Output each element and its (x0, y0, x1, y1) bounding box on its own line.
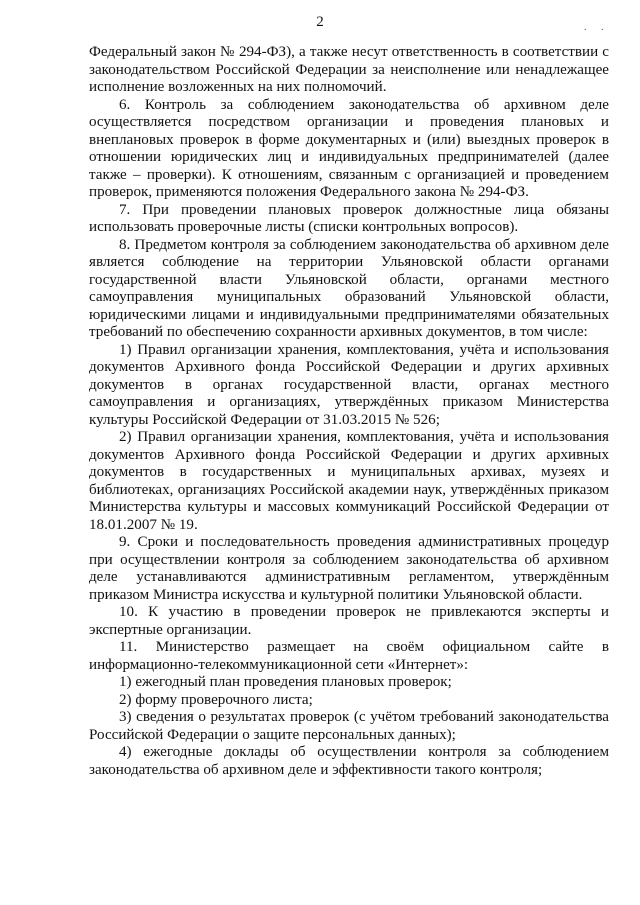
paragraph-8-item-1: 1) Правил организации хранения, комплектования, учёта и использования документов Архивного фонда Российской Федерации и других архивных документов в органах государственной власти, органах местного самоуправления и организациях, утверждённых приказом Министерства культуры Российской Федерации от 31.03.2015 № 526; (89, 341, 609, 428)
paragraph-10: 10. К участию в проведении проверок не привлекаются эксперты и экспертные организации. (89, 604, 609, 638)
paragraph-7: 7. При проведении плановых проверок должностные лица обязаны использовать проверочные листы (списки контрольных вопросов). (89, 201, 609, 235)
paragraph-11-item-4: 4) ежегодные доклады об осуществлении контроля за соблюдением законодательства об архивном деле и эффективности такого контроля; (89, 744, 609, 778)
paragraph-11-item-3: 3) сведения о результатах проверок (с учётом требований законодательства Российской Федерации о защите персональных данных); (89, 709, 609, 743)
paragraph-8-item-2: 2) Правил организации хранения, комплектования, учёта и использования документов Архивного фонда Российской Федерации и других архивных документов в государственных и муниципальных архивах, музеях и библиотеках, организациях Российской академии наук, утверждённых приказом Министерства культуры и массовых коммуникаций Российской Федерации от 18.01.2007 № 19. (89, 429, 609, 533)
document-body (89, 44, 609, 779)
paragraph-6: 6. Контроль за соблюдением законодательства об архивном деле осуществляется посредством организации и проведения плановых и внеплановых проверок в форме документарных и (или) выездных проверок в отношении юридических лиц и индивидуальных предпринимателей (далее также – проверки). К отношениям, связанным с организацией и проведением проверок, применяются положения Федерального закона № 294-ФЗ. (89, 96, 609, 200)
paragraph-continuation: Федеральный закон № 294-ФЗ), а также несут ответственность в соответствии с законодательством Российской Федерации за неисполнение или ненадлежащее исполнение возложенных на них полномочий. (89, 44, 609, 95)
paragraph-11-item-2: 2) форму проверочного листа; (119, 691, 313, 708)
paragraph-11-item-1: 1) ежегодный план проведения плановых проверок; (119, 674, 452, 690)
paragraph-8: 8. Предметом контроля за соблюдением законодательства об архивном деле является соблюдение на территории Ульяновской области органами государственной власти Ульяновской области, органами местного самоуправления муниципальных образований Ульяновской области, юридическими лицами и индивидуальными предпринимателями обязательных требований по обеспечению сохранности архивных документов, в том числе: (89, 236, 609, 340)
corner-marks: . . (584, 22, 610, 33)
paragraph-11: 11. Министерство размещает на своём официальном сайте в информационно-телекоммуникационной сети «Интернет»: (89, 639, 609, 673)
paragraph-9: 9. Сроки и последовательность проведения административных процедур при осуществлении контроля за соблюдением законодательства об архивном деле устанавливаются административным регламентом, утверждённым приказом Министра искусства и культурной политики Ульяновской области. (89, 534, 609, 603)
page-number: 2 (316, 14, 324, 30)
